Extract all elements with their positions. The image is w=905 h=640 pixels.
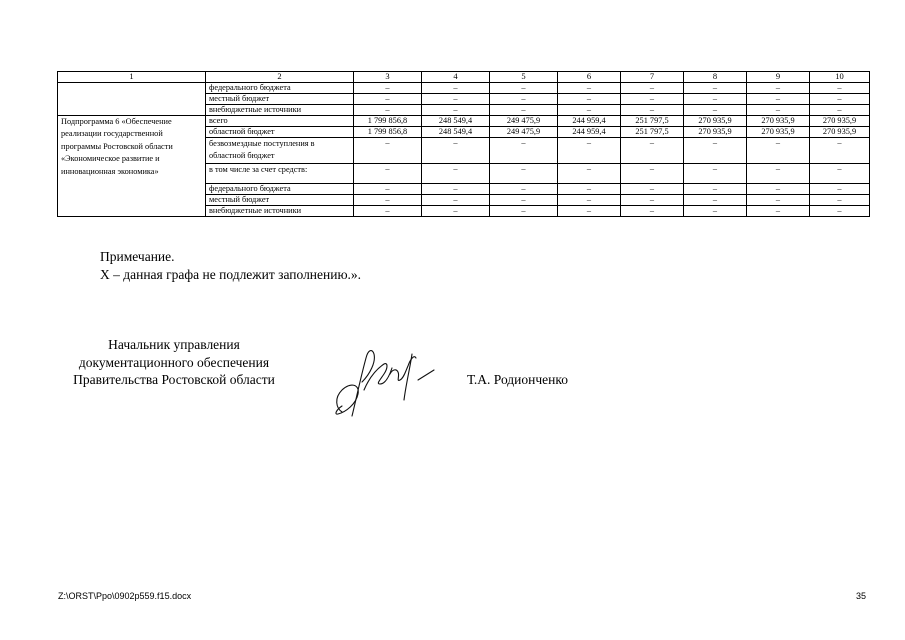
value-cell: – — [621, 205, 684, 216]
page-number: 35 — [856, 591, 867, 601]
value-cell: – — [810, 183, 870, 194]
value-cell: – — [422, 205, 490, 216]
value-cell: – — [621, 83, 684, 94]
value-cell: – — [354, 194, 422, 205]
table-block-subprogram-6 — [58, 116, 870, 217]
value-cell: – — [558, 94, 621, 105]
value-cell: – — [558, 163, 621, 183]
value-cell: – — [558, 83, 621, 94]
header-cell: 1 — [58, 72, 206, 83]
value-cell: – — [747, 138, 810, 164]
table-row — [58, 83, 870, 94]
value-cell: – — [354, 183, 422, 194]
funding-source-label: местный бюджет — [206, 194, 354, 205]
signatory-title-line: Начальник управления — [108, 337, 240, 352]
value-cell: 1 799 856,8 — [354, 127, 422, 138]
header-cell: 3 — [354, 72, 422, 83]
value-cell: – — [747, 163, 810, 183]
header-cell: 4 — [422, 72, 490, 83]
value-cell: 251 797,5 — [621, 116, 684, 127]
value-cell: – — [490, 163, 558, 183]
value-cell: – — [747, 183, 810, 194]
funding-source-label: местный бюджет — [206, 94, 354, 105]
note-text: Х – данная графа не подлежит заполнению.». — [100, 267, 362, 282]
value-cell: – — [621, 94, 684, 105]
header-cell: 7 — [621, 72, 684, 83]
value-cell: – — [684, 194, 747, 205]
value-cell: – — [810, 94, 870, 105]
value-cell: – — [422, 194, 490, 205]
funding-source-label: областной бюджет — [206, 127, 354, 138]
subprogram-cell: Подпрограмма 6 «Обеспечение реализации государственной программы Ростовской области «Экономическое развитие и инновационная экономика» — [58, 116, 206, 217]
value-cell: – — [810, 138, 870, 164]
funding-source-label: внебюджетные источники — [206, 205, 354, 216]
funding-source-label: в том числе за счет средств: — [206, 163, 354, 183]
value-cell: – — [422, 83, 490, 94]
value-cell: – — [490, 105, 558, 116]
value-cell: – — [558, 105, 621, 116]
value-cell: – — [810, 83, 870, 94]
value-cell: – — [810, 105, 870, 116]
value-cell: – — [558, 194, 621, 205]
value-cell: – — [747, 94, 810, 105]
value-cell: 249 475,9 — [490, 116, 558, 127]
value-cell: – — [558, 183, 621, 194]
value-cell: – — [490, 94, 558, 105]
value-cell: – — [621, 105, 684, 116]
value-cell: – — [490, 138, 558, 164]
value-cell: 248 549,4 — [422, 116, 490, 127]
value-cell: – — [422, 163, 490, 183]
value-cell: – — [354, 83, 422, 94]
value-cell: 270 935,9 — [747, 116, 810, 127]
header-cell: 9 — [747, 72, 810, 83]
value-cell: – — [490, 183, 558, 194]
signatory-title-line: документационного обеспечения — [78, 354, 270, 370]
value-cell: – — [810, 163, 870, 183]
value-cell: 270 935,9 — [684, 116, 747, 127]
header-cell: 6 — [558, 72, 621, 83]
value-cell: – — [354, 94, 422, 105]
value-cell: 249 475,9 — [490, 127, 558, 138]
table-block-continuation — [58, 83, 870, 116]
value-cell: 1 799 856,8 — [354, 116, 422, 127]
signatory-title-line: Правительства Ростовской области — [73, 372, 275, 387]
note-heading: Примечание. — [100, 249, 175, 264]
value-cell: – — [621, 138, 684, 164]
value-cell: – — [490, 83, 558, 94]
signatory-name: Т.А. Родионченко — [467, 372, 568, 387]
funding-source-label: федерального бюджета — [206, 83, 354, 94]
value-cell: – — [747, 105, 810, 116]
value-cell: 270 935,9 — [684, 127, 747, 138]
note — [100, 248, 361, 284]
value-cell: – — [422, 183, 490, 194]
funding-source-label: внебюджетные источники — [206, 105, 354, 116]
footer-file-path: Z:\ORST\Ppo\0902p559.f15.docx — [58, 591, 192, 601]
value-cell: 244 959,4 — [558, 127, 621, 138]
value-cell: – — [684, 183, 747, 194]
value-cell: – — [621, 163, 684, 183]
subprogram-cell — [58, 83, 206, 116]
value-cell: – — [354, 205, 422, 216]
value-cell: – — [684, 138, 747, 164]
value-cell: – — [422, 138, 490, 164]
value-cell: 251 797,5 — [621, 127, 684, 138]
value-cell: 270 935,9 — [747, 127, 810, 138]
value-cell: – — [684, 163, 747, 183]
value-cell: – — [558, 138, 621, 164]
handwritten-signature — [330, 340, 445, 422]
value-cell: 270 935,9 — [810, 127, 870, 138]
value-cell: – — [684, 83, 747, 94]
value-cell: – — [422, 105, 490, 116]
value-cell: – — [490, 205, 558, 216]
header-cell: 8 — [684, 72, 747, 83]
funding-source-label: федерального бюджета — [206, 183, 354, 194]
value-cell: – — [684, 105, 747, 116]
value-cell: 248 549,4 — [422, 127, 490, 138]
signatory-title — [58, 336, 290, 389]
value-cell: – — [354, 163, 422, 183]
value-cell: – — [621, 183, 684, 194]
table-header-row — [58, 72, 870, 83]
table-row — [58, 116, 870, 127]
value-cell: 270 935,9 — [810, 116, 870, 127]
header-cell: 2 — [206, 72, 354, 83]
value-cell: – — [747, 205, 810, 216]
funding-source-label: всего — [206, 116, 354, 127]
funding-source-label: безвозмездные поступления в областной бюджет — [206, 138, 354, 164]
value-cell: – — [810, 205, 870, 216]
value-cell: – — [684, 205, 747, 216]
value-cell: – — [684, 94, 747, 105]
header-cell: 10 — [810, 72, 870, 83]
value-cell: – — [810, 194, 870, 205]
value-cell: – — [354, 138, 422, 164]
value-cell: – — [354, 105, 422, 116]
value-cell: – — [747, 194, 810, 205]
value-cell: 244 959,4 — [558, 116, 621, 127]
value-cell: – — [490, 194, 558, 205]
value-cell: – — [621, 194, 684, 205]
header-cell: 5 — [490, 72, 558, 83]
value-cell: – — [422, 94, 490, 105]
budget-table — [57, 71, 870, 217]
value-cell: – — [747, 83, 810, 94]
value-cell: – — [558, 205, 621, 216]
